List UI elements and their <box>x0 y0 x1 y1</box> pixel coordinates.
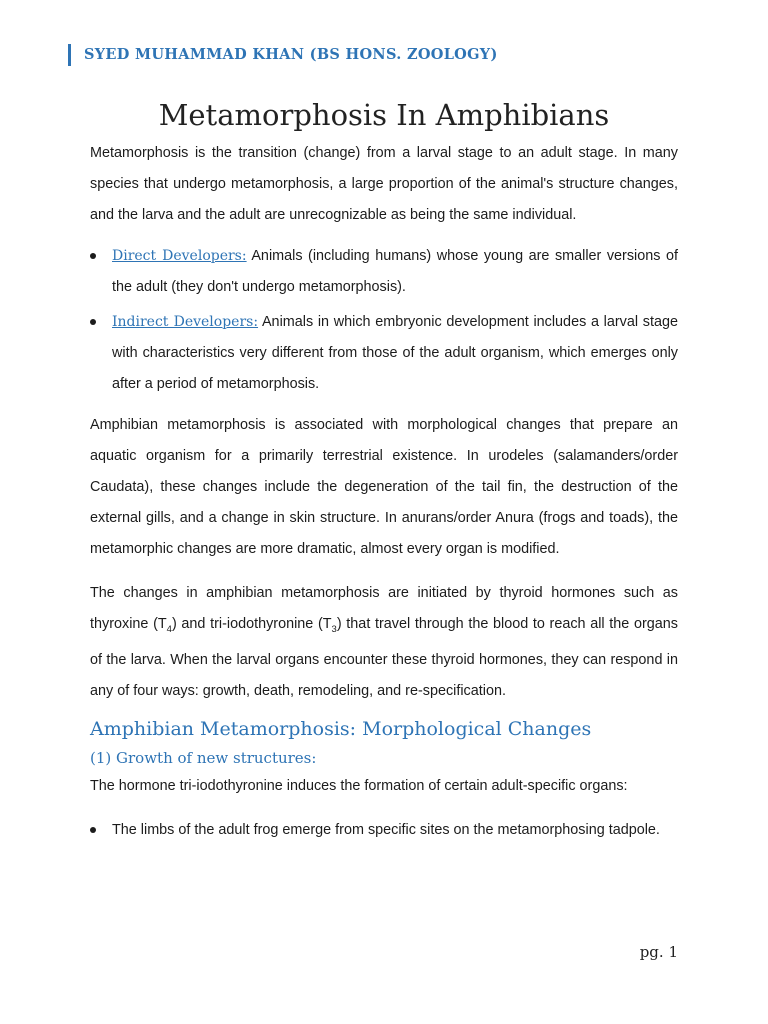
thyroid-subscript-2: 3 <box>331 623 337 635</box>
section-bullet-list <box>90 815 678 846</box>
thyroid-text-3: ) that travel through the blood to reach all the organs of the larva. When the larval organs encounter these thyroid hormones, they can respond in any of four ways: growth, death, remodeling, and re-specification. <box>90 616 678 699</box>
metamorphosis-paragraph: Amphibian metamorphosis is associated with morphological changes that prepare an aquatic organism for a primarily terrestrial existence. In urodeles (salamanders/order Caudata), these changes include the degeneration of the tail fin, the destruction of the external gills, and a change in skin structure. In anurans/order Anura (frogs and toads), the metamorphic changes are more dramatic, almost every organ is modified. <box>90 417 678 557</box>
intro-paragraph: Metamorphosis is the transition (change) from a larval stage to an adult stage. In many species that undergo metamorphosis, a large proportion of the animal's structure changes, and the larva and the adult are unrecognizable as being the same individual. <box>90 145 678 223</box>
header-author: SYED MUHAMMAD KHAN (BS HONS. ZOOLOGY) <box>84 46 498 63</box>
bullet-text: Animals in which embryonic development includes a larval stage with characteristics very different from those of the adult organism, which emerges only after a period of metamorphosis. <box>112 314 678 392</box>
page-number: pg. 1 <box>639 943 678 961</box>
page-title: Metamorphosis In Amphibians <box>158 98 610 132</box>
thyroid-text-2: ) and tri-iodothyronine (T <box>171 616 332 632</box>
bullet-text: Animals (including humans) whose young are smaller versions of the adult (they don't undergo metamorphosis). <box>112 248 678 295</box>
list-item <box>90 241 678 303</box>
header-accent-bar <box>68 44 71 66</box>
thyroid-subscript-1: 4 <box>166 623 172 635</box>
bullet-icon <box>90 253 96 259</box>
bullet-text: The limbs of the adult frog emerge from specific sites on the metamorphosing tadpole. <box>112 822 660 838</box>
section-intro-text: The hormone tri-iodothyronine induces the formation of certain adult-specific organs: <box>90 778 628 794</box>
developer-bullet-list <box>90 241 678 400</box>
bullet-term: Indirect Developers: <box>112 314 259 330</box>
section-heading: Amphibian Metamorphosis: Morphological Changes <box>90 718 592 740</box>
thyroid-paragraph <box>90 578 678 707</box>
section-subheading: (1) Growth of new structures: <box>90 749 317 767</box>
bullet-icon <box>90 319 96 325</box>
list-item <box>90 815 678 846</box>
list-item <box>90 307 678 400</box>
bullet-term: Direct Developers: <box>112 248 247 264</box>
bullet-icon <box>90 827 96 833</box>
thyroid-text-1: The changes in amphibian metamorphosis are initiated by thyroid hormones such as thyroxine (T <box>90 585 678 632</box>
